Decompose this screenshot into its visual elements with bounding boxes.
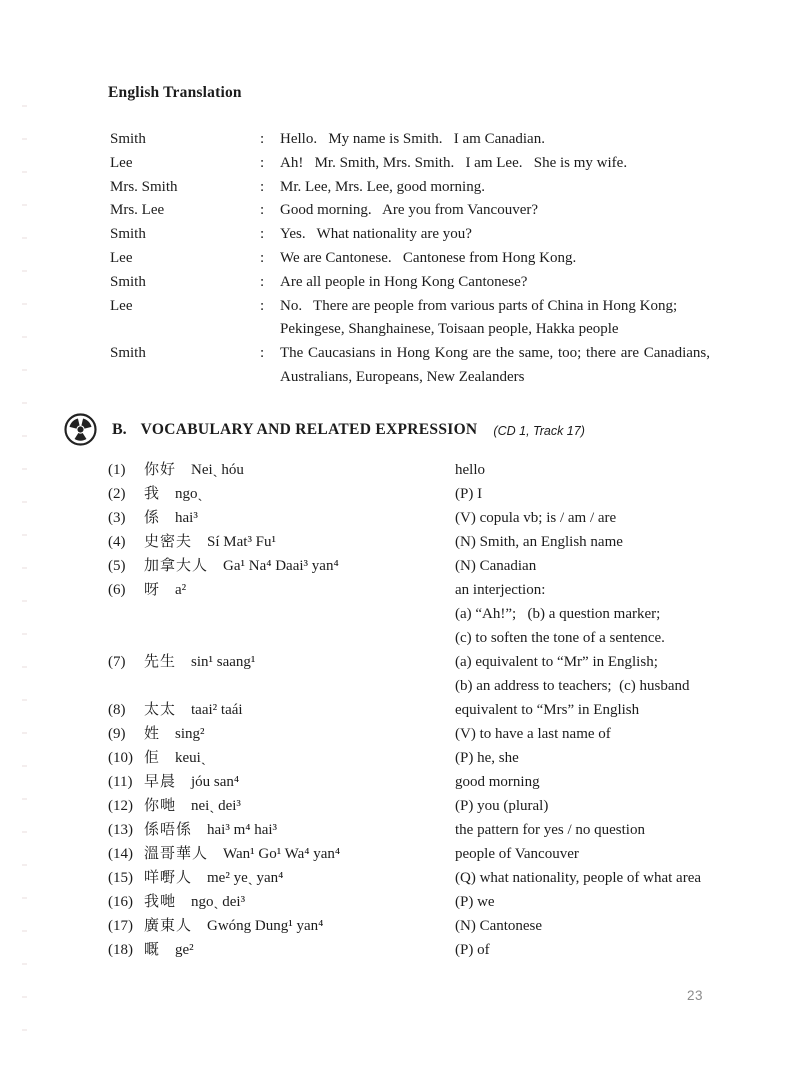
vocab-gloss-line: (V) copula vb; is / am / are: [455, 510, 617, 526]
vocab-number: (6): [108, 582, 126, 598]
vocab-entry: [108, 866, 455, 890]
vocab-english: [455, 506, 730, 530]
vocab-gloss-line: (P) you (plural): [455, 798, 549, 814]
vocab-romanization: sin¹ saang¹: [191, 654, 256, 670]
dialogue-block: [110, 128, 710, 390]
dialogue-row: [110, 342, 710, 390]
vocab-entry: [108, 914, 455, 938]
vocab-entry: [108, 722, 455, 746]
vocab-romanization: Gwóng Dung¹ yan⁴: [207, 918, 324, 934]
dialogue-speaker: Smith: [110, 273, 146, 290]
dialogue-speaker: Lee: [110, 297, 133, 314]
dialogue-row: [110, 271, 710, 295]
vocab-entry: [108, 554, 455, 578]
binding-edge-artifacts: [22, 105, 27, 1045]
dialogue-row: [110, 199, 710, 223]
vocab-gloss-line: (a) equivalent to “Mr” in English;: [455, 654, 658, 670]
vocab-romanization: Neiˎ hóu: [191, 462, 244, 478]
dialogue-speaker: Lee: [110, 249, 133, 266]
cd-track-icon: [62, 411, 99, 448]
vocab-row: [108, 794, 730, 818]
dialogue-colon: :: [260, 154, 265, 171]
vocab-romanization: jóu san⁴: [191, 774, 240, 790]
vocab-english: [455, 482, 730, 506]
vocab-row: [108, 890, 730, 914]
vocab-romanization: neiˎ dei³: [191, 798, 241, 814]
vocab-english: [455, 530, 730, 554]
vocab-chinese: 呀: [144, 582, 161, 598]
vocab-english: [455, 722, 730, 746]
vocab-number: (14): [108, 846, 133, 862]
vocab-chinese: 你哋: [144, 798, 177, 814]
dialogue-colon: :: [260, 249, 265, 266]
vocab-entry: [108, 506, 455, 530]
vocab-english: [455, 578, 730, 650]
dialogue-speaker: Mrs. Smith: [110, 178, 178, 195]
dialogue-text: No. There are people from various parts of China in Hong Kong; Pekingese, Shanghainese, Toisaan people, Hakka people: [280, 297, 681, 338]
vocab-entry: [108, 650, 455, 674]
section-letter: B.: [112, 420, 127, 438]
vocab-row: [108, 818, 730, 842]
vocab-entry: [108, 530, 455, 554]
page-number: 23: [687, 988, 704, 1003]
vocab-gloss-line: hello: [455, 462, 485, 478]
vocab-english: [455, 794, 730, 818]
vocab-entry: [108, 458, 455, 482]
vocab-chinese: 溫哥華人: [144, 846, 209, 862]
dialogue-row: [110, 223, 710, 247]
vocab-entry: [108, 482, 455, 506]
dialogue-text: We are Cantonese. Cantonese from Hong Kong.: [280, 249, 577, 266]
dialogue-text: Good morning. Are you from Vancouver?: [280, 202, 539, 219]
vocab-english: [455, 746, 730, 770]
vocab-chinese: 咩嘢人: [144, 870, 193, 886]
vocab-entry: [108, 746, 455, 770]
dialogue-colon: :: [260, 273, 265, 290]
vocab-number: (11): [108, 774, 133, 790]
vocab-romanization: Wan¹ Go¹ Wa⁴ yan⁴: [223, 846, 341, 862]
vocab-english: [455, 770, 730, 794]
vocab-chinese: 我: [144, 486, 161, 502]
vocab-row: [108, 458, 730, 482]
vocab-gloss-line: people of Vancouver: [455, 846, 579, 862]
dialogue-colon: :: [260, 297, 265, 314]
vocab-gloss-line: the pattern for yes / no question: [455, 822, 645, 838]
vocab-chinese: 佢: [144, 750, 161, 766]
vocab-chinese: 姓: [144, 726, 161, 742]
vocab-number: (9): [108, 726, 126, 742]
vocab-number: (15): [108, 870, 133, 886]
vocab-row: [108, 698, 730, 722]
vocab-english: [455, 938, 730, 962]
vocab-entry: [108, 890, 455, 914]
vocab-gloss-line: (P) we: [455, 894, 495, 910]
vocab-number: (18): [108, 942, 133, 958]
vocab-row: [108, 866, 730, 890]
vocab-row: [108, 482, 730, 506]
vocab-romanization: sing²: [175, 726, 205, 742]
dialogue-speaker: Smith: [110, 226, 146, 243]
vocab-number: (7): [108, 654, 126, 670]
vocab-chinese: 史密夫: [144, 534, 193, 550]
vocab-english: [455, 458, 730, 482]
cd-track-note: (CD 1, Track 17): [493, 424, 585, 438]
vocab-english: [455, 914, 730, 938]
vocab-number: (16): [108, 894, 133, 910]
dialogue-colon: :: [260, 345, 265, 362]
vocab-gloss-line: (V) to have a last name of: [455, 726, 611, 742]
dialogue-colon: :: [260, 178, 265, 195]
dialogue-speaker: Smith: [110, 345, 146, 362]
vocab-gloss-line: an interjection:: [455, 582, 546, 598]
vocab-chinese: 嘅: [144, 942, 161, 958]
vocab-entry: [108, 770, 455, 794]
vocab-gloss-line: (Q) what nationality, people of what area: [455, 870, 702, 886]
dialogue-speaker: Mrs. Lee: [110, 202, 165, 219]
vocab-english: [455, 650, 730, 698]
vocab-romanization: keuiˎ: [175, 750, 206, 766]
dialogue-colon: :: [260, 202, 265, 219]
vocab-english: [455, 554, 730, 578]
vocab-english: [455, 890, 730, 914]
vocab-chinese: 加拿大人: [144, 558, 209, 574]
dialogue-row: [110, 295, 710, 343]
vocab-row: [108, 842, 730, 866]
vocab-english: [455, 818, 730, 842]
dialogue-text: Are all people in Hong Kong Cantonese?: [280, 273, 528, 290]
vocab-gloss-line: equivalent to “Mrs” in English: [455, 702, 640, 718]
vocab-row: [108, 578, 730, 650]
vocab-romanization: taai² taái: [191, 702, 243, 718]
dialogue-text: The Caucasians in Hong Kong are the same, too; there are Canadians, Australians, Europeans, New Zealanders: [280, 345, 710, 385]
vocab-number: (3): [108, 510, 126, 526]
vocab-chinese: 先生: [144, 654, 177, 670]
vocab-number: (1): [108, 462, 126, 478]
vocab-number: (17): [108, 918, 133, 934]
vocab-chinese: 你好: [144, 462, 177, 478]
dialogue-text: Yes. What nationality are you?: [280, 226, 472, 243]
dialogue-colon: :: [260, 226, 265, 243]
section-b-header: [62, 411, 585, 448]
vocab-number: (8): [108, 702, 126, 718]
vocab-gloss-line: (c) to soften the tone of a sentence.: [455, 630, 665, 646]
vocab-entry: [108, 698, 455, 722]
vocab-entry: [108, 578, 455, 602]
vocabulary-list: [108, 458, 730, 962]
vocab-romanization: ngoˎ: [175, 486, 203, 502]
dialogue-text: Mr. Lee, Mrs. Lee, good morning.: [280, 178, 485, 195]
vocab-romanization: ge²: [175, 942, 194, 958]
vocab-row: [108, 554, 730, 578]
vocab-gloss-line: (P) of: [455, 942, 490, 958]
vocab-gloss-line: (P) I: [455, 486, 483, 502]
vocab-row: [108, 770, 730, 794]
vocab-chinese: 我哋: [144, 894, 177, 910]
dialogue-text: Ah! Mr. Smith, Mrs. Smith. I am Lee. She is my wife.: [280, 154, 628, 171]
vocab-row: [108, 914, 730, 938]
vocab-gloss-line: (N) Smith, an English name: [455, 534, 623, 550]
vocab-number: (12): [108, 798, 133, 814]
vocab-chinese: 廣東人: [144, 918, 193, 934]
dialogue-text: Hello. My name is Smith. I am Canadian.: [280, 131, 545, 147]
vocab-entry: [108, 818, 455, 842]
dialogue-speaker: Smith: [110, 131, 146, 147]
vocab-number: (2): [108, 486, 126, 502]
dialogue-row: [110, 176, 710, 200]
dialogue-row: [110, 152, 710, 176]
vocab-number: (13): [108, 822, 133, 838]
vocab-romanization: ngoˎ dei³: [191, 894, 246, 910]
vocab-english: [455, 698, 730, 722]
vocab-gloss-line: (N) Canadian: [455, 558, 537, 574]
dialogue-row: [110, 247, 710, 271]
vocab-entry: [108, 842, 455, 866]
vocab-chinese: 太太: [144, 702, 177, 718]
dialogue-speaker: Lee: [110, 154, 133, 171]
vocab-number: (10): [108, 750, 133, 766]
english-translation-heading: English Translation: [108, 84, 242, 101]
vocab-chinese: 係唔係: [144, 822, 193, 838]
vocab-row: [108, 530, 730, 554]
vocab-romanization: Ga¹ Na⁴ Daai³ yan⁴: [223, 558, 339, 574]
vocab-chinese: 係: [144, 510, 161, 526]
dialogue-row: [110, 128, 710, 152]
vocab-entry: [108, 794, 455, 818]
vocab-romanization: hai³ m⁴ hai³: [207, 822, 278, 838]
vocab-number: (4): [108, 534, 126, 550]
vocab-gloss-line: good morning: [455, 774, 540, 790]
vocab-chinese: 早晨: [144, 774, 177, 790]
vocab-row: [108, 722, 730, 746]
vocab-row: [108, 938, 730, 962]
section-title: VOCABULARY AND RELATED EXPRESSION: [140, 420, 478, 438]
vocab-romanization: a²: [175, 582, 187, 598]
vocab-gloss-line: (a) “Ah!”; (b) a question marker;: [455, 606, 661, 622]
vocab-english: [455, 866, 730, 890]
vocab-row: [108, 506, 730, 530]
vocab-number: (5): [108, 558, 126, 574]
vocab-romanization: hai³: [175, 510, 198, 526]
vocab-entry: [108, 938, 455, 962]
vocab-gloss-line: (P) he, she: [455, 750, 519, 766]
vocab-gloss-line: (N) Cantonese: [455, 918, 543, 934]
dialogue-colon: :: [260, 131, 265, 147]
vocab-gloss-line: (b) an address to teachers; (c) husband: [455, 678, 690, 694]
vocab-romanization: me² yeˎ yan⁴: [207, 870, 284, 886]
vocab-english: [455, 842, 730, 866]
vocab-romanization: Sí Mat³ Fu¹: [207, 534, 277, 550]
vocab-row: [108, 650, 730, 698]
vocab-row: [108, 746, 730, 770]
